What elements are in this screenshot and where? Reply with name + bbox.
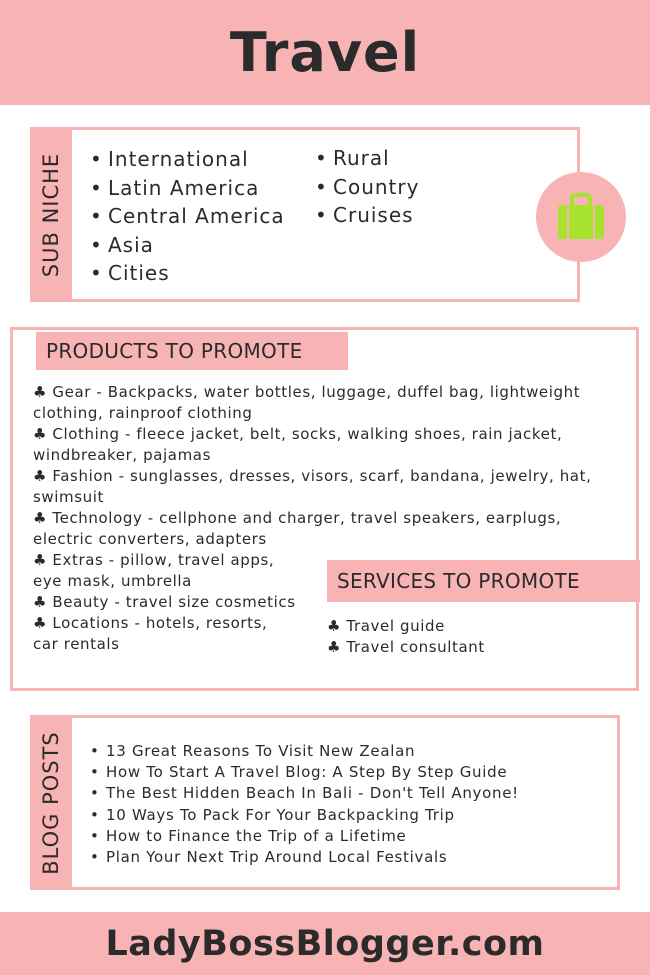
header-banner bbox=[0, 0, 650, 105]
page-title: Travel bbox=[229, 21, 421, 84]
products-line: ♣ Gear - Backpacks, water bottles, luggage, duffel bag, lightweight bbox=[33, 383, 581, 401]
blog-post-item: • How to Finance the Trip of a Lifetime bbox=[88, 826, 519, 847]
products-line: ♣ Technology - cellphone and charger, travel speakers, earplugs, bbox=[33, 509, 562, 527]
products-line: eye mask, umbrella bbox=[33, 572, 192, 590]
list-item: • Country bbox=[313, 173, 419, 202]
products-line: clothing, rainproof clothing bbox=[33, 404, 253, 422]
products-heading: PRODUCTS TO PROMOTE bbox=[36, 332, 348, 370]
list-item: • Latin America bbox=[88, 174, 285, 203]
blog-posts-list bbox=[88, 741, 519, 868]
list-item: • Asia bbox=[88, 231, 285, 260]
services-heading: SERVICES TO PROMOTE bbox=[327, 560, 640, 602]
sub-niche-list-1 bbox=[88, 145, 285, 288]
products-line: ♣ Locations - hotels, resorts, bbox=[33, 614, 268, 632]
products-line: electric converters, adapters bbox=[33, 530, 267, 548]
blog-post-item: • The Best Hidden Beach In Bali - Don't Tell Anyone! bbox=[88, 783, 519, 804]
list-item: • Rural bbox=[313, 144, 419, 173]
products-line: windbreaker, pajamas bbox=[33, 446, 212, 464]
products-line: ♣ Beauty - travel size cosmetics bbox=[33, 593, 296, 611]
list-item: • Cities bbox=[88, 259, 285, 288]
products-line: ♣ Clothing - fleece jacket, belt, socks, walking shoes, rain jacket, bbox=[33, 425, 563, 443]
products-line: ♣ Extras - pillow, travel apps, bbox=[33, 551, 275, 569]
suitcase-icon bbox=[536, 172, 626, 262]
blog-post-item: • 13 Great Reasons To Visit New Zealan bbox=[88, 741, 519, 762]
blog-post-item: • How To Start A Travel Blog: A Step By Step Guide bbox=[88, 762, 519, 783]
blog-post-item: • Plan Your Next Trip Around Local Festivals bbox=[88, 847, 519, 868]
sub-niche-list-2 bbox=[313, 144, 419, 230]
suitcase-badge bbox=[536, 172, 626, 262]
products-line: ♣ Fashion - sunglasses, dresses, visors, scarf, bandana, jewelry, hat, bbox=[33, 467, 592, 485]
products-line: swimsuit bbox=[33, 488, 105, 506]
site-url: LadyBossBlogger.com bbox=[105, 923, 545, 964]
sub-niche-tab bbox=[30, 127, 72, 302]
blog-posts-tab bbox=[30, 715, 72, 890]
services-item: ♣ Travel consultant bbox=[327, 638, 485, 656]
list-item: • Cruises bbox=[313, 201, 419, 230]
blog-posts-label: BLOG POSTS bbox=[39, 730, 63, 875]
blog-posts-panel bbox=[30, 715, 620, 890]
services-item: ♣ Travel guide bbox=[327, 617, 445, 635]
blog-post-item: • 10 Ways To Pack For Your Backpacking Trip bbox=[88, 805, 519, 826]
list-item: • International bbox=[88, 145, 285, 174]
products-list bbox=[33, 382, 591, 550]
products-panel bbox=[10, 327, 639, 691]
list-item: • Central America bbox=[88, 202, 285, 231]
footer-banner bbox=[0, 912, 650, 975]
services-list bbox=[327, 616, 485, 658]
sub-niche-panel bbox=[30, 127, 580, 302]
sub-niche-label: SUB NICHE bbox=[39, 152, 64, 277]
products-line: car rentals bbox=[33, 635, 120, 653]
products-list-continued bbox=[33, 550, 296, 655]
